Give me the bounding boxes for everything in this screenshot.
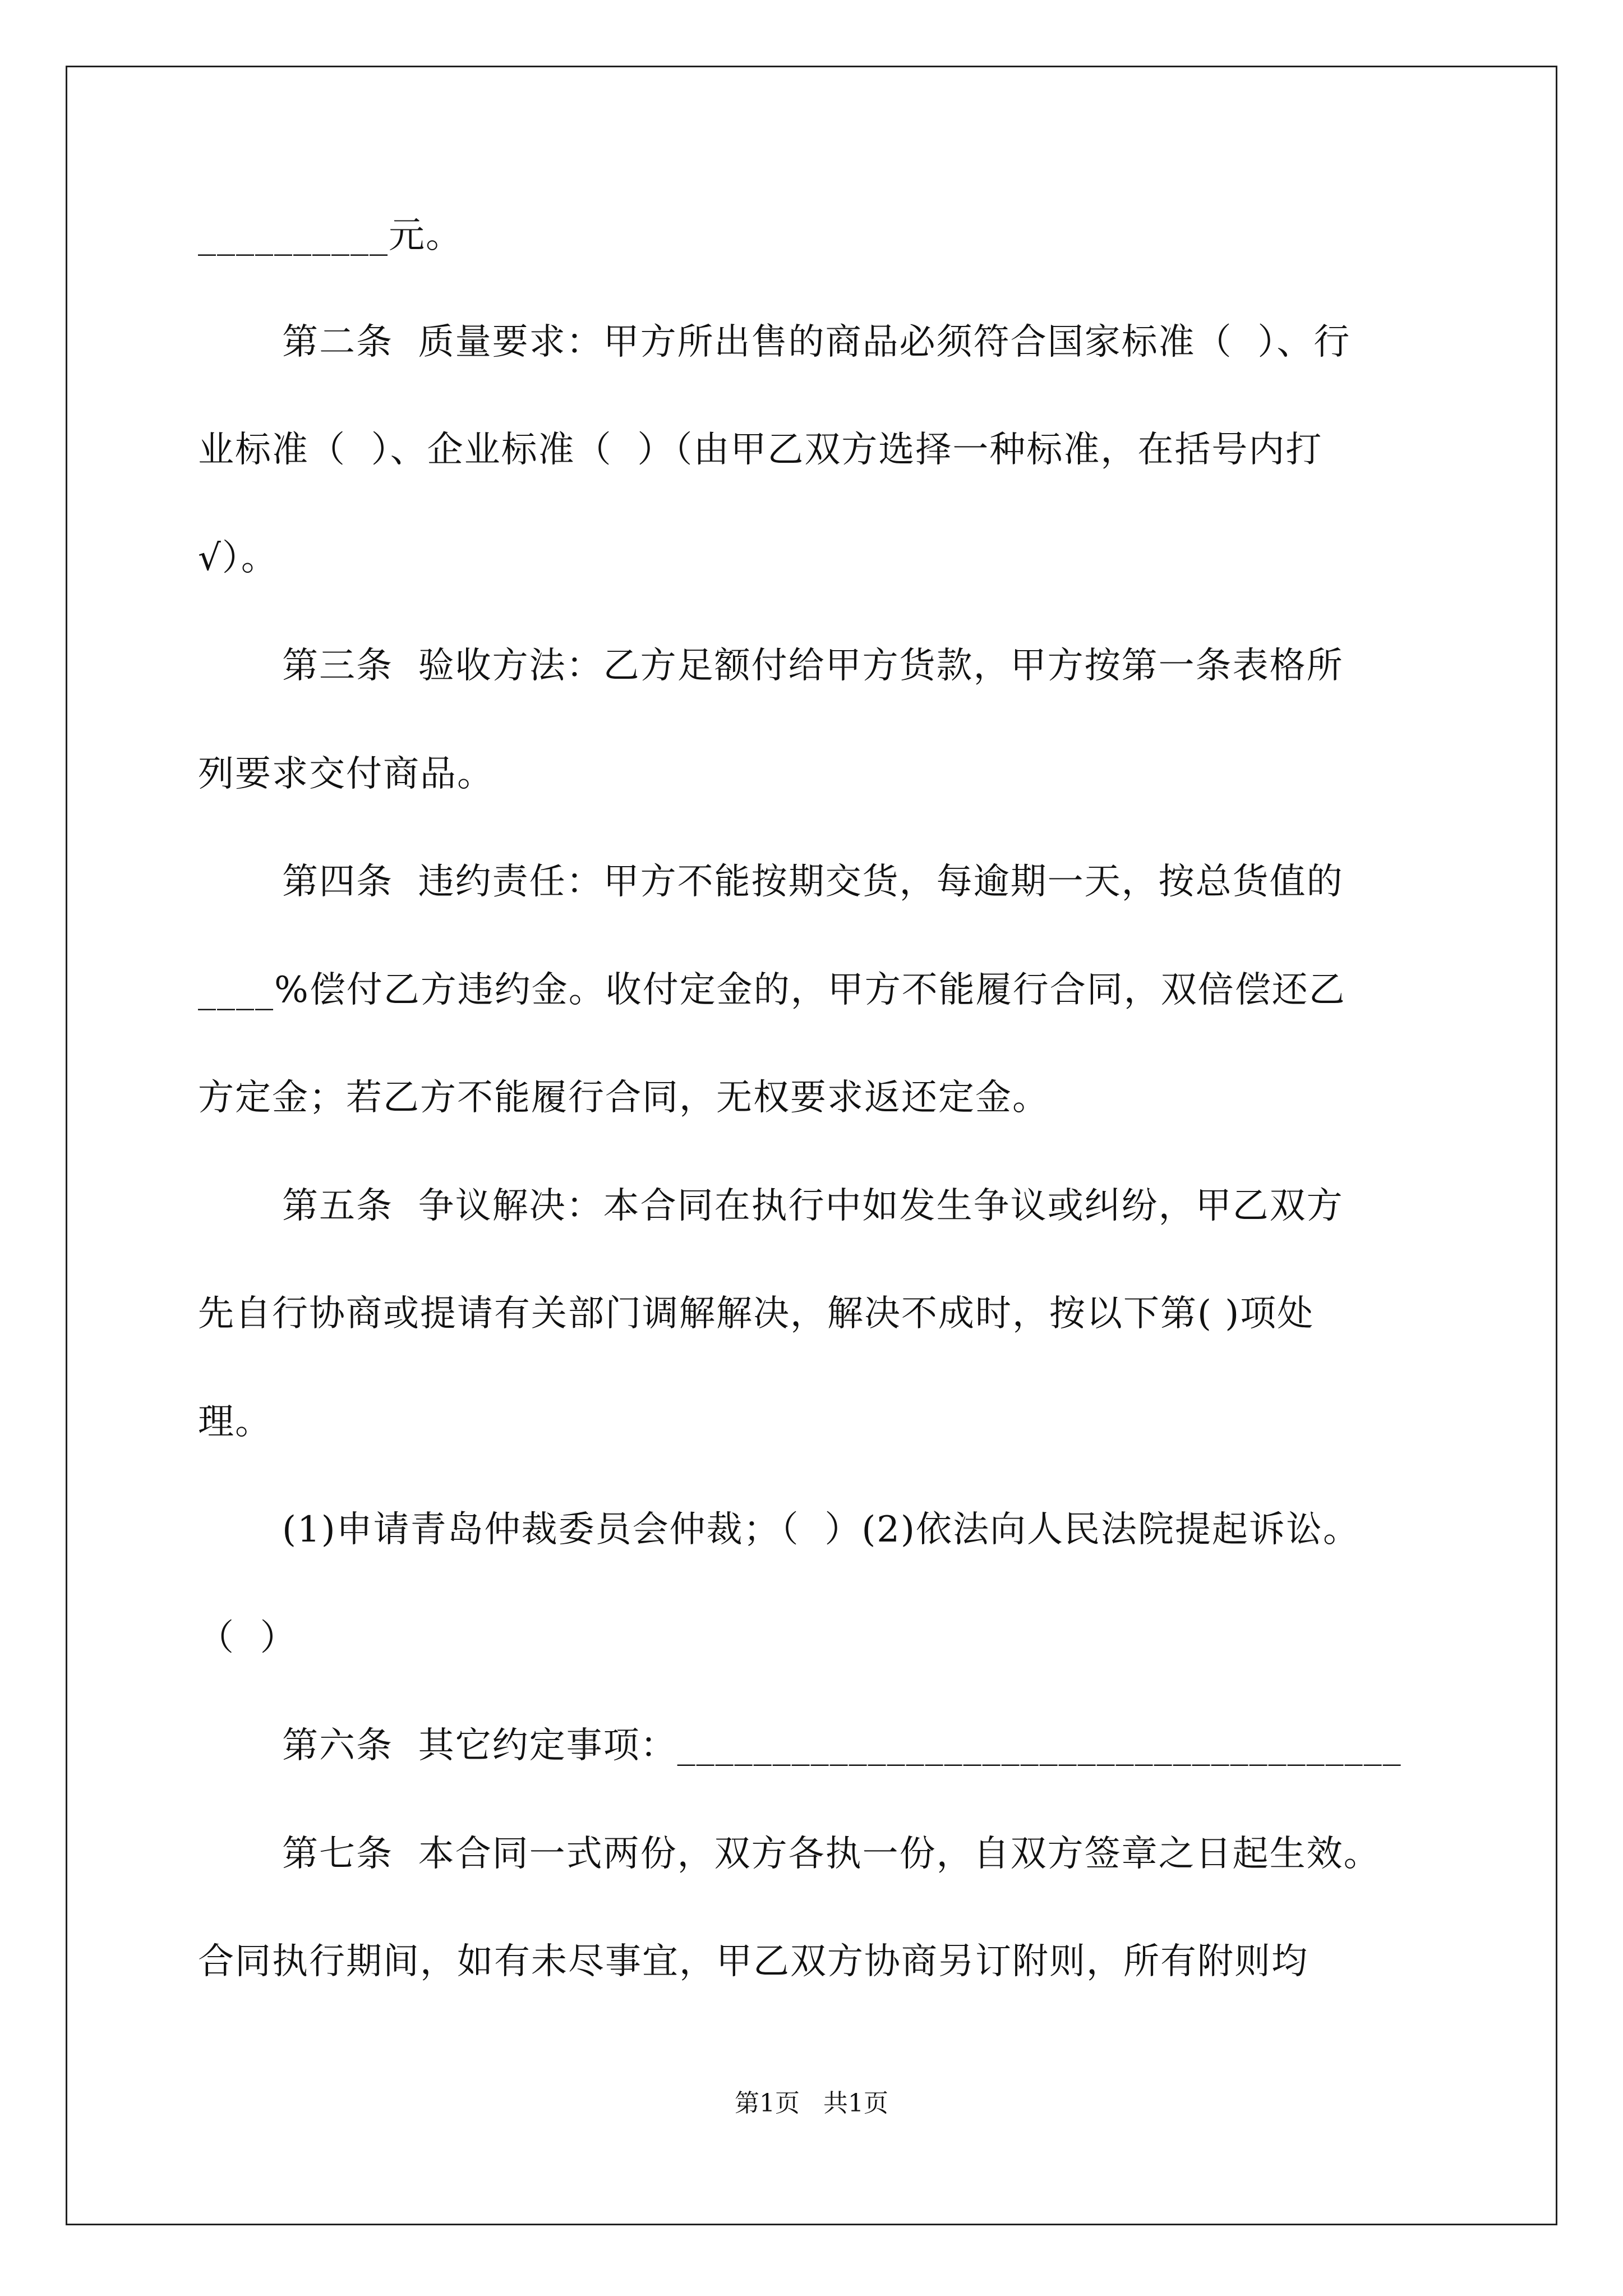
text-line-article-6: 第六条 其它约定事项：______________________________________ [282, 1725, 1402, 1766]
text-line: 列要求交付商品。 [198, 753, 494, 795]
text-line-amount: __________元。 [198, 215, 463, 256]
text-line: 先自行协商或提请有关部门调解解决，解决不成时，按以下第( )项处 [198, 1293, 1315, 1335]
text-line: ____%偿付乙方违约金。收付定金的，甲方不能履行合同，双倍偿还乙 [198, 969, 1346, 1011]
text-line: 理。 [198, 1401, 272, 1443]
text-line-article-5: 第五条 争议解决：本合同在执行中如发生争议或纠纷，甲乙双方 [282, 1185, 1344, 1227]
text-line-article-7: 第七条 本合同一式两份，双方各执一份，自双方签章之日起生效。 [282, 1833, 1381, 1875]
text-line-article-3: 第三条 验收方法：乙方足额付给甲方货款，甲方按第一条表格所 [282, 645, 1344, 687]
page-border [66, 66, 1557, 2225]
text-line-article-2: 第二条 质量要求：甲方所出售的商品必须符合国家标准（ ）、行 [282, 321, 1351, 363]
text-line: 业标准（ ）、企业标准（ ）（由甲乙双方选择一种标准，在括号内打 [198, 429, 1323, 471]
text-line: 方定金；若乙方不能履行合同，无权要求返还定金。 [198, 1077, 1049, 1119]
page-footer: 第1页 共1页 [735, 2089, 888, 2118]
text-line-options: (1)申请青岛仲裁委员会仲裁；（ ）(2)依法向人民法院提起诉讼。 [282, 1509, 1360, 1550]
text-line-article-4: 第四条 违约责任：甲方不能按期交货，每逾期一天，按总货值的 [282, 861, 1344, 903]
text-line: （ ） [198, 1617, 297, 1659]
text-line: √）。 [198, 537, 278, 579]
text-line: 合同执行期间，如有未尽事宜，甲乙双方协商另订附则，所有附则均 [198, 1941, 1308, 1982]
